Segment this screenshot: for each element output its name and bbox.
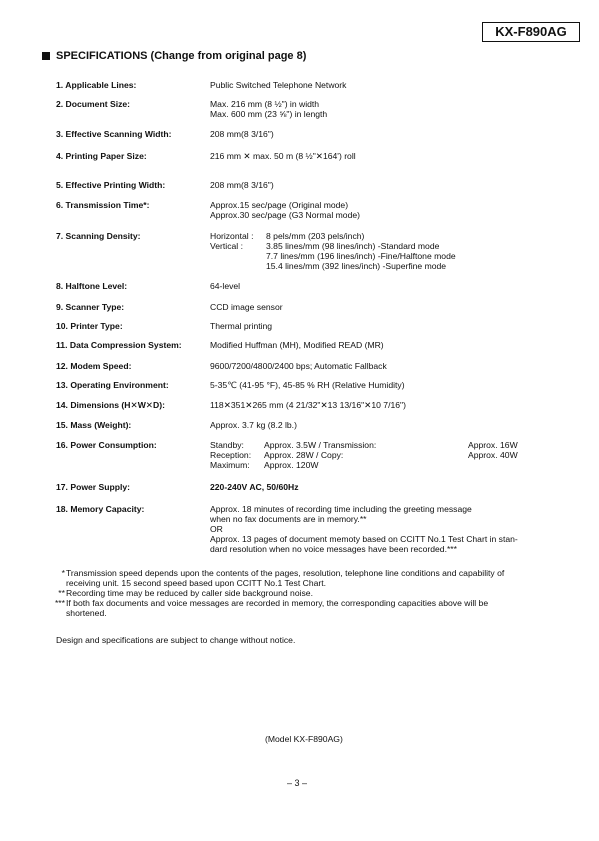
power-mode-value: Approx. 3.5W / Transmission: <box>264 440 377 450</box>
footnote-line: Transmission speed depends upon the contents of the pages, resolution, telephone line conditions and capability of <box>66 568 505 578</box>
spec-value-line: OR <box>210 524 223 534</box>
spec-label: 18. Memory Capacity: <box>56 504 145 514</box>
footnote-mark: ** <box>58 588 65 598</box>
spec-label: 10. Printer Type: <box>56 321 123 331</box>
spec-value-line: Max. 216 mm (8 ½") in width <box>210 99 320 109</box>
power-mode-label: Maximum: <box>210 460 250 470</box>
spec-value <box>210 420 550 430</box>
power-mode-label: Standby: <box>210 440 244 450</box>
spec-label: 5. Effective Printing Width: <box>56 180 166 190</box>
spec-value <box>210 180 550 190</box>
model-id-box: KX-F890AG <box>482 22 580 42</box>
spec-label: 3. Effective Scanning Width: <box>56 129 172 139</box>
spec-value-line: 220-240V AC, 50/60Hz <box>210 482 299 492</box>
spec-label: 9. Scanner Type: <box>56 302 125 312</box>
spec-label: 8. Halftone Level: <box>56 281 128 291</box>
spec-label: 7. Scanning Density: <box>56 231 141 241</box>
spec-value <box>210 200 550 220</box>
footnote <box>56 598 546 618</box>
section-heading <box>42 50 306 62</box>
footnote-mark: *** <box>54 598 65 608</box>
spec-value <box>210 321 550 331</box>
spec-value <box>210 482 550 492</box>
density-horizontal-label: Horizontal : <box>210 231 254 241</box>
spec-value-line: when no fax documents are in memory.** <box>210 514 367 524</box>
footnote-line: Recording time may be reduced by caller side background noise. <box>66 588 313 598</box>
spec-value-line: Thermal printing <box>210 321 273 331</box>
spec-value-line: Approx.30 sec/page (G3 Normal mode) <box>210 210 360 220</box>
design-note: Design and specifications are subject to change without notice. <box>56 635 296 645</box>
scanning-density-value <box>210 231 550 271</box>
footnote <box>56 588 546 598</box>
footnote-mark: * <box>61 568 65 578</box>
spec-label: 15. Mass (Weight): <box>56 420 132 430</box>
spec-label: 12. Modem Speed: <box>56 361 132 371</box>
spec-value-line: 9600/7200/4800/2400 bps; Automatic Fallback <box>210 361 387 371</box>
section-heading-text: SPECIFICATIONS (Change from original page 8) <box>56 50 307 62</box>
footnote-line: If both fax documents and voice messages are recorded in memory, the corresponding capacities above will be <box>66 598 489 608</box>
power-mode-value: Approx. 28W / Copy: <box>264 450 344 460</box>
spec-value <box>210 361 550 371</box>
footnote-line: shortened. <box>66 608 107 618</box>
page-number: – 3 – <box>287 778 308 788</box>
spec-value-line: Approx. 13 pages of document memoty based on CCITT No.1 Test Chart in stan- <box>210 534 518 544</box>
spec-label: 4. Printing Paper Size: <box>56 151 147 161</box>
spec-value-line: dard resolution when no voice messages have been recorded.*** <box>210 544 457 554</box>
spec-value <box>210 80 550 90</box>
spec-value <box>210 129 550 139</box>
spec-value-line: 208 mm(8 3/16") <box>210 180 274 190</box>
spec-label: 2. Document Size: <box>56 99 131 109</box>
density-vertical-value: 15.4 lines/mm (392 lines/inch) -Superfine mode <box>266 261 447 271</box>
spec-value-line: CCD image sensor <box>210 302 283 312</box>
footer-model: (Model KX-F890AG) <box>265 734 343 744</box>
spec-value-line: 5-35℃ (41-95 °F), 45-85 % RH (Relative Humidity) <box>210 380 405 390</box>
power-consumption-value <box>210 440 550 470</box>
density-horizontal-value: 8 pels/mm (203 pels/inch) <box>266 231 365 241</box>
density-vertical-value: 3.85 lines/mm (98 lines/inch) -Standard mode <box>266 241 440 251</box>
spec-value <box>210 151 550 161</box>
spec-label: 17. Power Supply: <box>56 482 131 492</box>
spec-value-line: Approx. 18 minutes of recording time including the greeting message <box>210 504 472 514</box>
spec-label: 11. Data Compression System: <box>56 340 182 350</box>
power-mode-value: Approx. 40W <box>468 450 518 460</box>
density-vertical-label: Vertical : <box>210 241 243 251</box>
footnote <box>56 568 546 588</box>
spec-value-line: Modified Huffman (MH), Modified READ (MR) <box>210 340 384 350</box>
density-vertical-value: 7.7 lines/mm (196 lines/inch) -Fine/Halftone mode <box>266 251 456 261</box>
spec-value-line: 208 mm(8 3/16") <box>210 129 274 139</box>
footnote-line: receiving unit. 15 second speed based upon CCITT No.1 Test Chart. <box>66 578 327 588</box>
spec-value-line: Approx.15 sec/page (Original mode) <box>210 200 349 210</box>
spec-value-line: Max. 600 mm (23 ⅝") in length <box>210 109 328 119</box>
spec-label: 16. Power Consumption: <box>56 440 157 450</box>
spec-value <box>210 400 550 410</box>
spec-value-line: Approx. 3.7 kg (8.2 lb.) <box>210 420 297 430</box>
spec-value <box>210 340 550 350</box>
spec-label: 1. Applicable Lines: <box>56 80 137 90</box>
spec-label: 13. Operating Environment: <box>56 380 169 390</box>
spec-label: 14. Dimensions (H✕W✕D): <box>56 400 165 410</box>
spec-value <box>210 380 550 390</box>
spec-value <box>210 281 550 291</box>
spec-value <box>210 99 550 119</box>
spec-value-line: Public Switched Telephone Network <box>210 80 347 90</box>
spec-value-line: 118✕351✕265 mm (4 21/32"✕13 13/16"✕10 7/16") <box>210 400 406 410</box>
spec-value-line: 64-level <box>210 281 241 291</box>
power-mode-value: Approx. 120W <box>264 460 319 470</box>
spec-value <box>210 504 550 554</box>
power-mode-value: Approx. 16W <box>468 440 518 450</box>
footnotes <box>56 568 546 618</box>
power-mode-label: Reception: <box>210 450 252 460</box>
spec-value-line: 216 mm ✕ max. 50 m (8 ½"✕164') roll <box>210 151 356 161</box>
spec-value <box>210 302 550 312</box>
spec-label: 6. Transmission Time*: <box>56 200 150 210</box>
square-bullet-icon <box>42 52 50 60</box>
